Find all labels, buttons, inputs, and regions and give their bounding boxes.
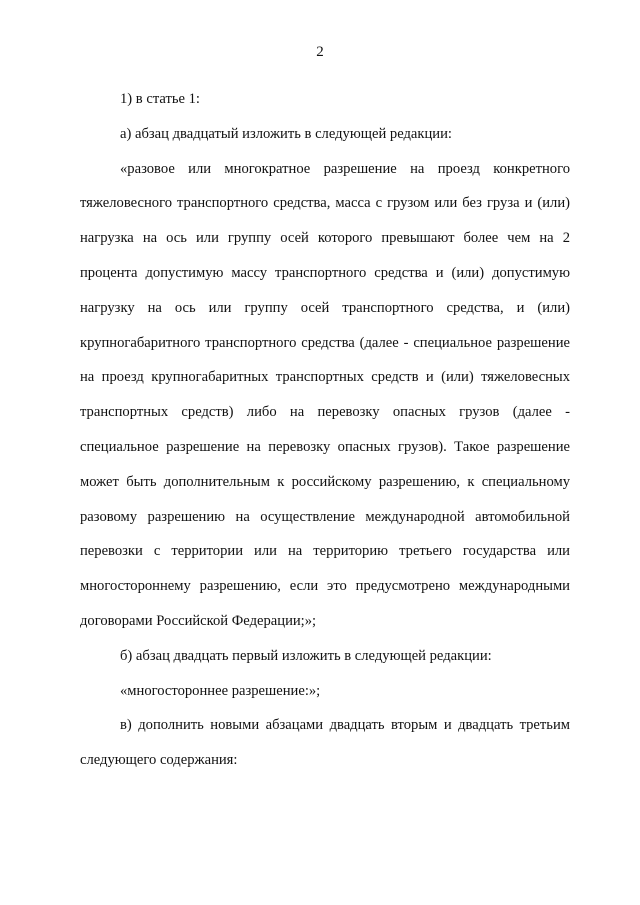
page-number: 2	[316, 44, 324, 60]
paragraph-multilateral: «многостороннее разрешение:»;	[120, 682, 321, 699]
paragraph-a: а) абзац двадцатый изложить в следующей редакции:	[120, 125, 452, 142]
paragraph-b: б) абзац двадцать первый изложить в следующей редакции:	[120, 647, 492, 664]
document-body	[80, 82, 570, 778]
paragraph-article-1: 1) в статье 1:	[120, 91, 200, 107]
paragraph-v: в) дополнить новыми абзацами двадцать вторым и двадцать третьим следующего содержания:	[80, 717, 570, 769]
paragraph-quoted-definition: «разовое или многократное разрешение на проезд конкретного тяжеловесного транспортного средства, масса с грузом или без груза и (или) нагрузка на ось или группу осей которого превышают более чем на 2 процента допустимую массу транспортного средства и (или) допустимую нагрузку на ось или группу осей транспортного средства, и (или) крупногабаритного транспортного средства (далее - специальное разрешение на проезд крупногабаритных транспортных средств и (или) тяжеловесных транспортных средств) либо на перевозку опасных грузов (далее - специальное разрешение на перевозку опасных грузов). Такое разрешение может быть дополнительным к российскому разрешению, к специальному разовому разрешению на осуществление международной автомобильной перевозки с территории или на территорию третьего государства или многостороннему разрешению, если это предусмотрено международными договорами Российской Федерации;»;	[80, 160, 570, 629]
